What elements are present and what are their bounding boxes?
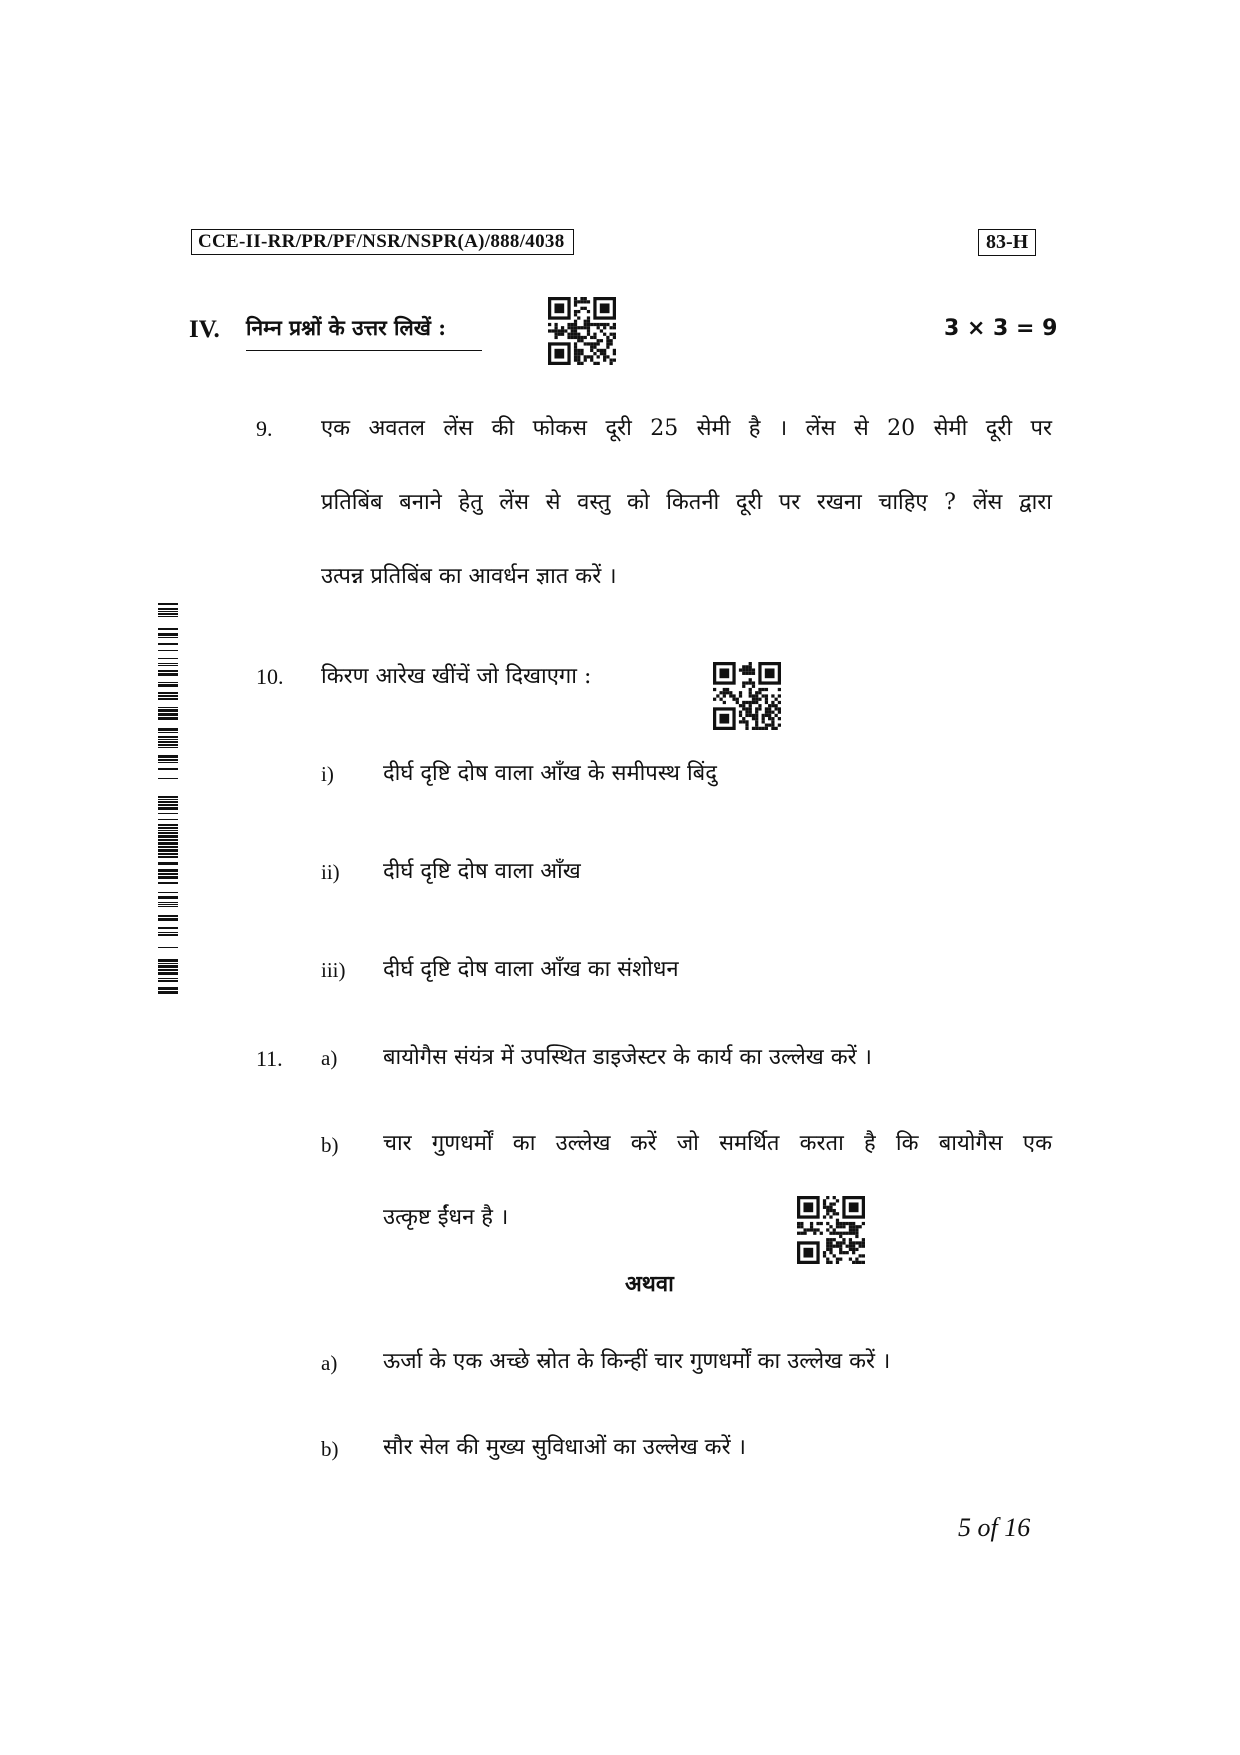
question-10-part-label: i): [321, 762, 334, 786]
question-11-number: 11.: [256, 1046, 283, 1071]
question-9-line-1: एक अवतल लेंस की फोकस दूरी 25 सेमी है । लेंस से 20 सेमी दूरी पर: [321, 416, 1052, 441]
qr-code-icon: [548, 297, 616, 365]
subject-code: 83-H: [978, 229, 1036, 256]
section-title: निम्न प्रश्नों के उत्तर लिखें :: [246, 314, 482, 351]
question-11a-text: बायोगैस संयंत्र में उपस्थित डाइजेस्टर के कार्य का उल्लेख करें ।: [383, 1045, 873, 1070]
question-10-number: 10.: [256, 664, 284, 689]
question-11-alt-a-label: a): [321, 1351, 338, 1375]
or-label: अथवा: [625, 1271, 674, 1297]
question-10-part-text: दीर्घ दृष्टि दोष वाला आँख का संशोधन: [383, 957, 679, 982]
question-10-part-text: दीर्घ दृष्टि दोष वाला आँख के समीपस्थ बिंदु: [383, 761, 717, 786]
question-11b-label: b): [321, 1133, 339, 1157]
question-11a-label: a): [321, 1046, 338, 1070]
question-9-line-3: उत्पन्न प्रतिबिंब का आवर्धन ज्ञात करें ।: [321, 564, 617, 589]
paper-code: CCE-II-RR/PR/PF/NSR/NSPR(A)/888/4038: [191, 229, 574, 255]
question-10-part-label: iii): [321, 958, 346, 982]
question-11b-line-1: चार गुणधर्मों का उल्लेख करें जो समर्थित करता है कि बायोगैस एक: [383, 1131, 1052, 1156]
question-9-number: 9.: [256, 416, 273, 441]
section-number: IV.: [189, 316, 220, 343]
question-11-alt-b-text: सौर सेल की मुख्य सुविधाओं का उल्लेख करें ।: [383, 1435, 746, 1460]
question-11b-line-2: उत्कृष्ट ईंधन है ।: [383, 1205, 509, 1230]
section-marks: 3 × 3 = 9: [944, 316, 1058, 341]
question-10-stem: किरण आरेख खींचें जो दिखाएगा :: [321, 664, 592, 689]
qr-code-icon: [713, 662, 781, 730]
page-number: 5 of 16: [958, 1513, 1031, 1542]
barcode-icon: [158, 603, 178, 995]
question-9-line-2: प्रतिबिंब बनाने हेतु लेंस से वस्तु को कितनी दूरी पर रखना चाहिए ? लेंस द्वारा: [321, 490, 1052, 515]
question-10-part-text: दीर्घ दृष्टि दोष वाला आँख: [383, 859, 581, 884]
qr-code-icon: [797, 1196, 865, 1264]
question-11-alt-b-label: b): [321, 1437, 339, 1461]
question-11-alt-a-text: ऊर्जा के एक अच्छे स्रोत के किन्हीं चार गुणधर्मों का उल्लेख करें ।: [383, 1349, 891, 1374]
question-10-part-label: ii): [321, 860, 340, 884]
